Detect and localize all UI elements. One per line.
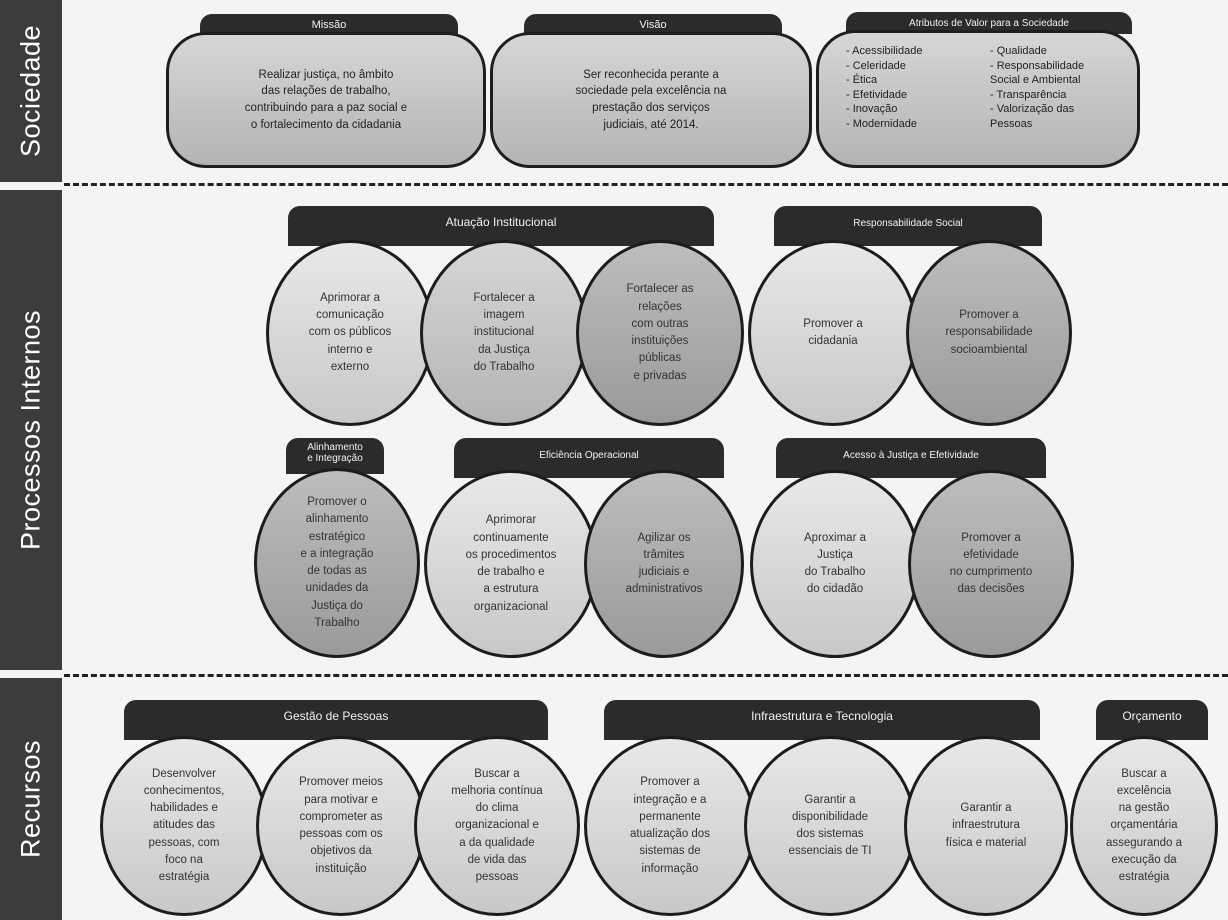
attribute-item: - Acessibilidade (846, 45, 923, 57)
objective-text: Garantir a infraestrutura física e material (945, 802, 1027, 849)
objective-oval (904, 736, 1068, 916)
objective-oval (908, 470, 1074, 658)
responsabilidade-title: Responsabilidade Social (853, 218, 963, 229)
objective-oval (424, 470, 598, 658)
objective-oval (906, 240, 1072, 426)
objective-text: Aprimorar continuamente os procedimentos de trabalho e a estrutura organizacional (465, 514, 557, 613)
mission-text: Realizar justiça, no âmbito das relações de trabalho, contribuindo para a paz social e o fortalecimento da cidadania (244, 68, 408, 131)
perspective-sociedade (0, 0, 62, 182)
attribute-item: - Modernidade (846, 117, 917, 130)
objective-text: Buscar a excelência na gestão orçamentária assegurando a execução da estratégia (1105, 767, 1183, 884)
mission-box (166, 32, 486, 168)
vision-text: Ser reconhecida perante a sociedade pela excelência na prestação dos serviços judiciais, até 2014. (575, 68, 727, 131)
atuacao-title: Atuação Institucional (445, 215, 557, 229)
objective-text: Promover meios para motivar e comprometer as pessoas com os objetivos da instituição (299, 776, 383, 875)
objective-text: Aproximar a Justiça do Trabalho do cidadão (804, 531, 866, 596)
divider (64, 183, 1228, 186)
attribute-item: - Efetividade (846, 88, 908, 101)
objective-text: Agilizar os trâmites judiciais e administrativos (625, 531, 703, 596)
objective-text: Promover a responsabilidade socioambiental (945, 309, 1033, 356)
objective-oval (254, 468, 420, 658)
alinhamento-title: Alinhamento e Integração (307, 442, 363, 464)
objective-oval (584, 470, 744, 658)
objective-oval (100, 736, 268, 916)
objective-oval (744, 736, 916, 916)
vision-box (490, 32, 812, 168)
attribute-item: - Celeridade (846, 59, 906, 72)
objective-text: Promover o alinhamento estratégico e a integração de todas as unidades da Justiça do Trabalho (300, 496, 374, 629)
vision-title: Visão (639, 18, 667, 31)
acesso-title: Acesso à Justiça e Efetividade (843, 450, 979, 461)
perspective-label: Processos Internos (15, 309, 46, 551)
attribute-item: - Inovação (846, 103, 898, 116)
objective-oval (414, 736, 580, 916)
eficiencia-title: Eficiência Operacional (539, 450, 639, 461)
objective-oval (748, 240, 918, 426)
pessoas-title: Gestão de Pessoas (283, 709, 389, 723)
attribute-item: Pessoas (990, 117, 1033, 130)
objective-text: Desenvolver conhecimentos, habilidades e atitudes das pessoas, com foco na estratégia (143, 767, 225, 884)
objective-text: Garantir a disponibilidade dos sistemas essenciais de TI (788, 793, 872, 858)
orcamento-title: Orçamento (1122, 709, 1182, 723)
objective-text: Fortalecer as relações com outras instituições públicas e privadas (626, 283, 694, 382)
attribute-item: Social e Ambiental (990, 74, 1081, 87)
perspective-processos (0, 190, 62, 670)
objective-oval (266, 240, 434, 426)
responsabilidade-tab (774, 206, 1042, 246)
objective-oval (256, 736, 426, 916)
attribute-item: - Transparência (990, 88, 1067, 101)
objective-text: Aprimorar a comunicação com os públicos interno e externo (308, 291, 392, 373)
objective-text: Buscar a melhoria contínua do clima organizacional e a da qualidade de vida das pessoas (451, 767, 543, 884)
objective-text: Promover a efetividade no cumprimento das decisões (949, 531, 1033, 596)
attributes-col2 (990, 44, 1084, 131)
perspective-label: Sociedade (15, 24, 46, 158)
attribute-item: - Valorização das (990, 103, 1075, 116)
attributes-title: Atributos de Valor para a Sociedade (909, 17, 1069, 29)
orcamento-tab (1096, 700, 1208, 740)
objective-oval (750, 470, 920, 658)
objective-oval (584, 736, 756, 916)
attribute-item: - Qualidade (990, 45, 1047, 57)
objective-text: Promover a cidadania (803, 317, 863, 347)
mission-title: Missão (311, 18, 347, 31)
objective-oval (576, 240, 744, 426)
objective-text: Promover a integração e a permanente atualização dos sistemas de informação (630, 776, 710, 875)
infra-title: Infraestrutura e Tecnologia (751, 709, 893, 723)
perspective-recursos (0, 678, 62, 920)
objective-text: Fortalecer a imagem institucional da Justiça do Trabalho (473, 291, 535, 373)
objective-oval (1070, 736, 1218, 916)
objective-oval (420, 240, 588, 426)
pessoas-tab (124, 700, 548, 740)
attributes-col1 (846, 44, 922, 131)
attribute-item: - Responsabilidade (990, 59, 1085, 72)
infra-tab (604, 700, 1040, 740)
perspective-label: Recursos (15, 739, 46, 859)
attribute-item: - Ética (846, 74, 878, 87)
divider (64, 674, 1228, 677)
